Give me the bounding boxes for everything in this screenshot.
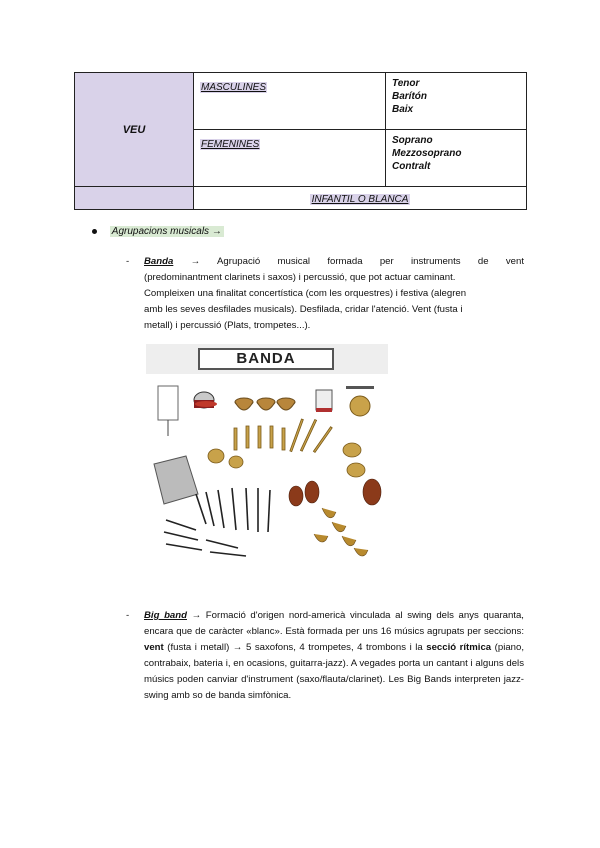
masculines-label: MASCULINES [201,82,267,93]
veu-header-cell [75,73,194,187]
voice-baix: Baix [392,104,414,115]
big-band-text-1: → Formació d'origen nord-americà vinculada al swing dels anys quaranta, encara que de caràcter «blanc». Està formada per uns 16 músics agrupats per seccions: [144,610,524,637]
big-band-text-2: (fusta i metall) → 5 saxofons, 4 trompetes, 4 trombons i la [163,642,427,653]
voice-tenor: Tenor [392,78,420,89]
voice-mezzosoprano: Mezzosoprano [392,148,462,159]
big-band-term: Big band [144,610,187,621]
veu-empty-cell [75,187,194,210]
bullet-agrupacions [92,226,224,237]
banda-line-4: amb les seves desfilades musicals). Desfilada, cridar l'atenció. Vent (fusta i [144,304,463,315]
voice-bariton: Barítón [392,91,427,102]
big-band-paragraph [144,608,524,704]
voice-soprano: Soprano [392,135,433,146]
femenines-label: FEMENINES [201,139,260,150]
bullet-icon [92,229,97,234]
instruments-illustration [146,344,388,566]
banda-instruments-image [146,344,388,566]
banda-line-1: Agrupació musical formada per instruments de vent [217,256,524,267]
veu-label: VEU [122,123,146,136]
femenines-cell [194,130,386,187]
vent-term: vent [144,642,164,653]
banda-item [126,254,524,334]
dash-icon: - [126,610,130,621]
voice-contralt: Contralt [392,161,431,172]
infantil-cell [194,187,527,210]
banda-line-2: (predominantment clarinets i saxos) i percussió, que pot actuar caminant. [144,272,456,283]
masculines-cell [194,73,386,130]
seccio-ritmica-term: secció rítmica [426,642,492,653]
femenines-values [386,130,527,187]
infantil-label: INFANTIL O BLANCA [311,194,409,205]
banda-paragraph [144,254,524,334]
big-band-text-3: (piano, contrabaix, bateria i, en ocasions, guitarra-jazz). A vegades porta un cantant i alguns dels músics poden canviar d'instrument (saxo/flauta/clarinet). Les Big Bands interpreten jazz-swing amb so de banda simfònica. [144,642,524,701]
voice-table [74,72,527,210]
banda-arrow: → [190,256,201,267]
bullet-text: Agrupacions musicals → [111,226,222,237]
masculines-values [386,73,527,130]
image-title: BANDA [198,348,334,370]
banda-line-3: Compleixen una finalitat concertística (com les orquestres) i festiva (alegren [144,288,467,299]
big-band-item [126,608,524,704]
banda-line-5: metall) i percussió (Plats, trompetes...). [144,320,311,331]
dash-icon: - [126,256,130,267]
banda-term: Banda [144,256,174,267]
